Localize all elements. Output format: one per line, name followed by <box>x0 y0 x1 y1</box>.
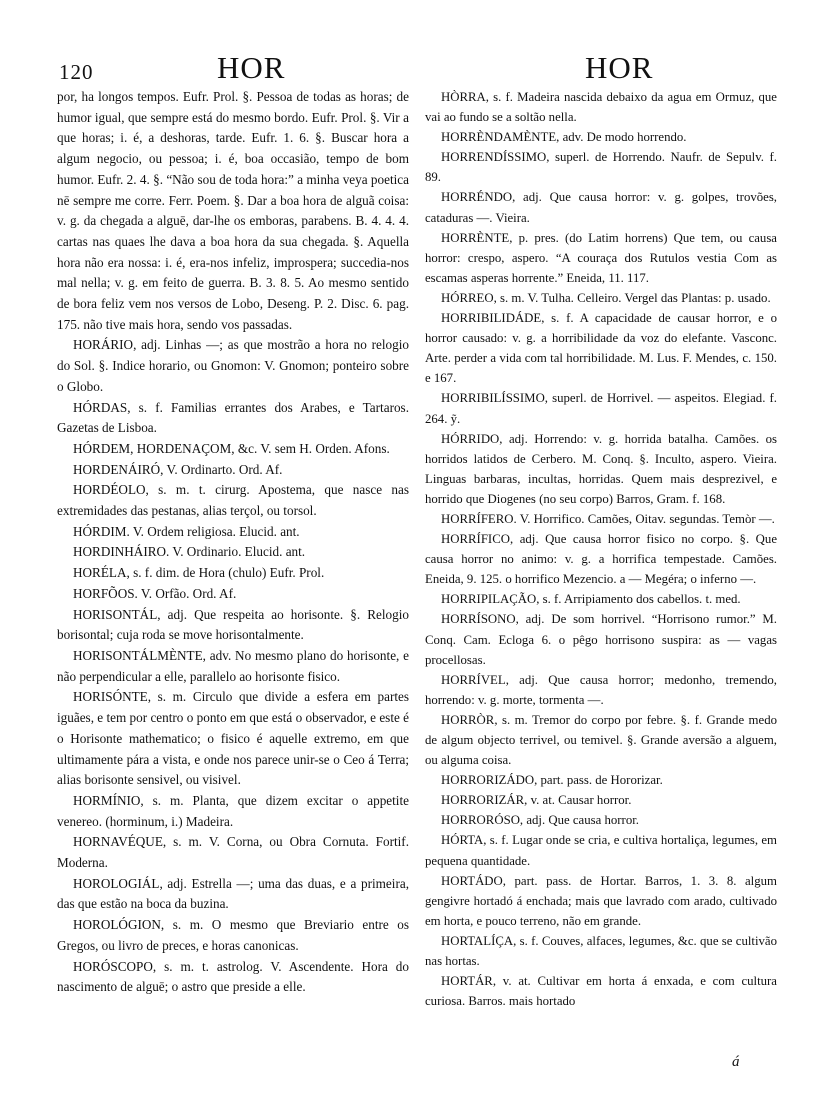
entry: HORRÉNDO, adj. Que causa horror: v. g. golpes, trovões, cataduras —. Vieira. <box>425 190 777 225</box>
entry: HORRÈNTE, p. pres. (do Latim horrens) Que tem, ou causa horror: crespo, aspero. “A couraça dos Rutulos vestia Com as escamas asperas horrente.” Eneida, 11. 117. <box>425 230 777 285</box>
entry: HORRIBILÍSSIMO, superl. de Horrivel. — aspeitos. Elegiad. f. 264. ỹ. <box>425 391 777 426</box>
entry: HORTÁR, v. at. Cultivar em horta á enxada, e com cultura curiosa. Barros. mais hortado <box>425 974 777 1009</box>
entry: HORÉLA, s. f. dim. de Hora (chulo) Eufr. Prol. <box>73 565 325 581</box>
entry: HORRENDÍSSIMO, superl. de Horrendo. Naufr. de Sepulv. f. 89. <box>425 150 777 185</box>
left-column <box>57 87 409 998</box>
entry: HORRORÓSO, adj. Que causa horror. <box>441 813 639 828</box>
entry: HORRORIZÁDO, part. pass. de Hororizar. <box>441 773 663 788</box>
entry: HORRIPILAÇÃO, s. f. Arripiamento dos cabellos. t. med. <box>441 592 741 607</box>
entry: HORÓSCOPO, s. m. t. astrolog. V. Ascendente. Hora do nascimento de alguē; o astro que preside a elle. <box>57 958 409 995</box>
entry: HOROLOGIÁL, adj. Estrella —; uma das duas, e a primeira, das que estão na boca da buzina. <box>57 875 409 912</box>
entry: HÓRREO, s. m. V. Tulha. Celleiro. Vergel das Plantas: p. usado. <box>441 290 771 305</box>
entry: HÓRDAS, s. f. Familias errantes dos Arabes, e Tartaros. Gazetas de Lisboa. <box>57 399 409 436</box>
entry: HORRÍFICO, adj. Que causa horror fisico no corpo. §. Que causa horror no animo: v. g. a horrifica tempestade. Camões. Eneida, 9. 125. o horrifico Mezencio. a — Megéra; o inferno —. <box>425 532 777 587</box>
entry-continuation: por, ha longos tempos. Eufr. Prol. §. Pessoa de todas as horas; de humor igual, que sempre está do mesmo bordo. Eufr. Prol. §. Vir a que horas; i. é, a deshoras, tarde. Eufr. 1. 6. §. Buscar hora a algum negocio, ou pessoa; i. é, boa occasião, tempo de bom humor. Eufr. 2. 4. §. “Não sou de toda hora:” a minha veya poetica nē sempre me corre. Ferr. Poem. §. Dar a boa hora de alguã coisa: v. g. da chegada a alguē, dar-lhe os emboras, parabens. B. 4. 4. 4. cartas nas quaes lhe dava a boa hora da sua chegada. §. Aquella hora não era nossa: i. é, era-nos infeliz, improspera; succedia-nos mal nella; v. g. em feito de guerra. B. 3. 8. 5. Ao mesmo sentido de bora feliz vem nos versos de Lobo, Deseng. P. 2. Disc. 6. pag. 175. não tive mais hora, sendo vos passadas. <box>57 89 409 332</box>
entry: HORISONTÁLMÈNTE, adv. No mesmo plano do horisonte, e não perpendicular a elle, parallelo ao horisonte fisico. <box>57 647 409 684</box>
entry: HÓRRIDO, adj. Horrendo: v. g. horrida batalha. Camões. os horridos latidos de Cerbero. M. Conq. §. Inculto, aspero. Vieira. Linguas barbaras, incultas, horridas. Quem mais desprezivel, e horrido que Diogenes (no seu corpo) Barros, Gram. f. 168. <box>425 431 777 506</box>
entry: HÓRDIM. V. Ordem religiosa. Elucid. ant. <box>73 523 300 539</box>
page-number: 120 <box>59 60 94 84</box>
entry: HORTÁDO, part. pass. de Hortar. Barros, 1. 3. 8. algum gengivre hortadó á enchada; mais que lavrado com arado, cultivado em horta, e pouco terreno, não em grande. <box>425 873 777 928</box>
entry: HORISONTÁL, adj. Que respeita ao horisonte. §. Relogio borisontal; cuja roda se move horisontalmente. <box>57 606 409 643</box>
page-header <box>55 50 755 90</box>
entry: HORDINHÁIRO. V. Ordinario. Elucid. ant. <box>73 544 306 560</box>
entry: HORNAVÉQUE, s. m. V. Corna, ou Obra Cornuta. Fortif. Moderna. <box>57 834 409 871</box>
catchword: á <box>732 1054 740 1070</box>
entry: HÓRTA, s. f. Lugar onde se cria, e cultiva hortaliça, legumes, em pequena quantidade. <box>425 833 777 868</box>
entry: HORRORIZÁR, v. at. Causar horror. <box>441 793 632 808</box>
running-head-right: HOR <box>585 50 654 85</box>
entry: HOROLÓGION, s. m. O mesmo que Breviario entre os Gregos, ou livro de preces, e horas canonicas. <box>57 917 409 953</box>
entry: HORRÒR, s. m. Tremor do corpo por febre. §. f. Grande medo de algum objecto terrivel, ou temivel. §. Grande aversão a alguem, ou alguma coisa. <box>425 712 777 768</box>
entry: HORTALÍÇA, s. f. Couves, alfaces, legumes, &c. que se cultivão nas hortas. <box>425 933 777 969</box>
entry: HORRIBILIDÁDE, s. f. A capacidade de causar horror, e o horror causado: v. g. a horribilidade da voz do elefante. Vasconc. Arte. perder a vida com tal horribilidade. M. Lus. F. Mendes, c. 150. e 167. <box>425 311 777 386</box>
entry: HORRÍFERO. V. Horrifico. Camões, Oitav. segundas. Temòr —. <box>441 511 775 526</box>
entry: HORDENÁIRÓ, V. Ordinarto. Ord. Af. <box>73 461 283 477</box>
entry: HORRÍVEL, adj. Que causa horror; medonho, tremendo, horrendo: v. g. morte, tormenta —. <box>425 672 777 707</box>
right-column <box>425 87 777 1011</box>
entry: HORDÉOLO, s. m. t. cirurg. Apostema, que nasce nas extremidades das pestanas, alias terçol, ou torsol. <box>57 482 409 519</box>
entry: HÒRRA, s. f. Madeira nascida debaixo da agua em Ormuz, que vai ao fundo se a soltão nella. <box>425 90 777 125</box>
running-head-left: HOR <box>217 50 286 85</box>
entry: HORFÕOS. V. Orfão. Ord. Af. <box>73 585 237 601</box>
entry: HÓRDEM, HORDENAÇOM, &c. V. sem H. Orden. Afons. <box>73 440 390 456</box>
entry: HORÁRIO, adj. Linhas —; as que mostrão a hora no relogio do Sol. §. Indice horario, ou Gnomon: V. Gnomon; ponteiro sobre o Globo. <box>57 337 409 394</box>
entry: HORMÍNIO, s. m. Planta, que dizem excitar o appetite venereo. (horminum, i.) Madeira. <box>57 792 409 829</box>
entry: HORISÓNTE, s. m. Circulo que divide a esfera em partes iguães, e tem por centro o ponto em que está o observador, e este é o Horisonte mathematico; o fisico é aquelle extremo, em que ultimamente pára a vista, e onde nos parece unir-se o Ceo á Terra; alias borisonte sensivel, ou visivel. <box>57 689 409 788</box>
entry: HORRÈNDAMÈNTE, adv. De modo horrendo. <box>441 130 687 145</box>
entry: HORRÍSONO, adj. De som horrivel. “Horrisono rumor.” M. Conq. Cam. Ecloga 6. o pêgo horrisono suspira: as — vagas procellosas. <box>425 612 777 667</box>
